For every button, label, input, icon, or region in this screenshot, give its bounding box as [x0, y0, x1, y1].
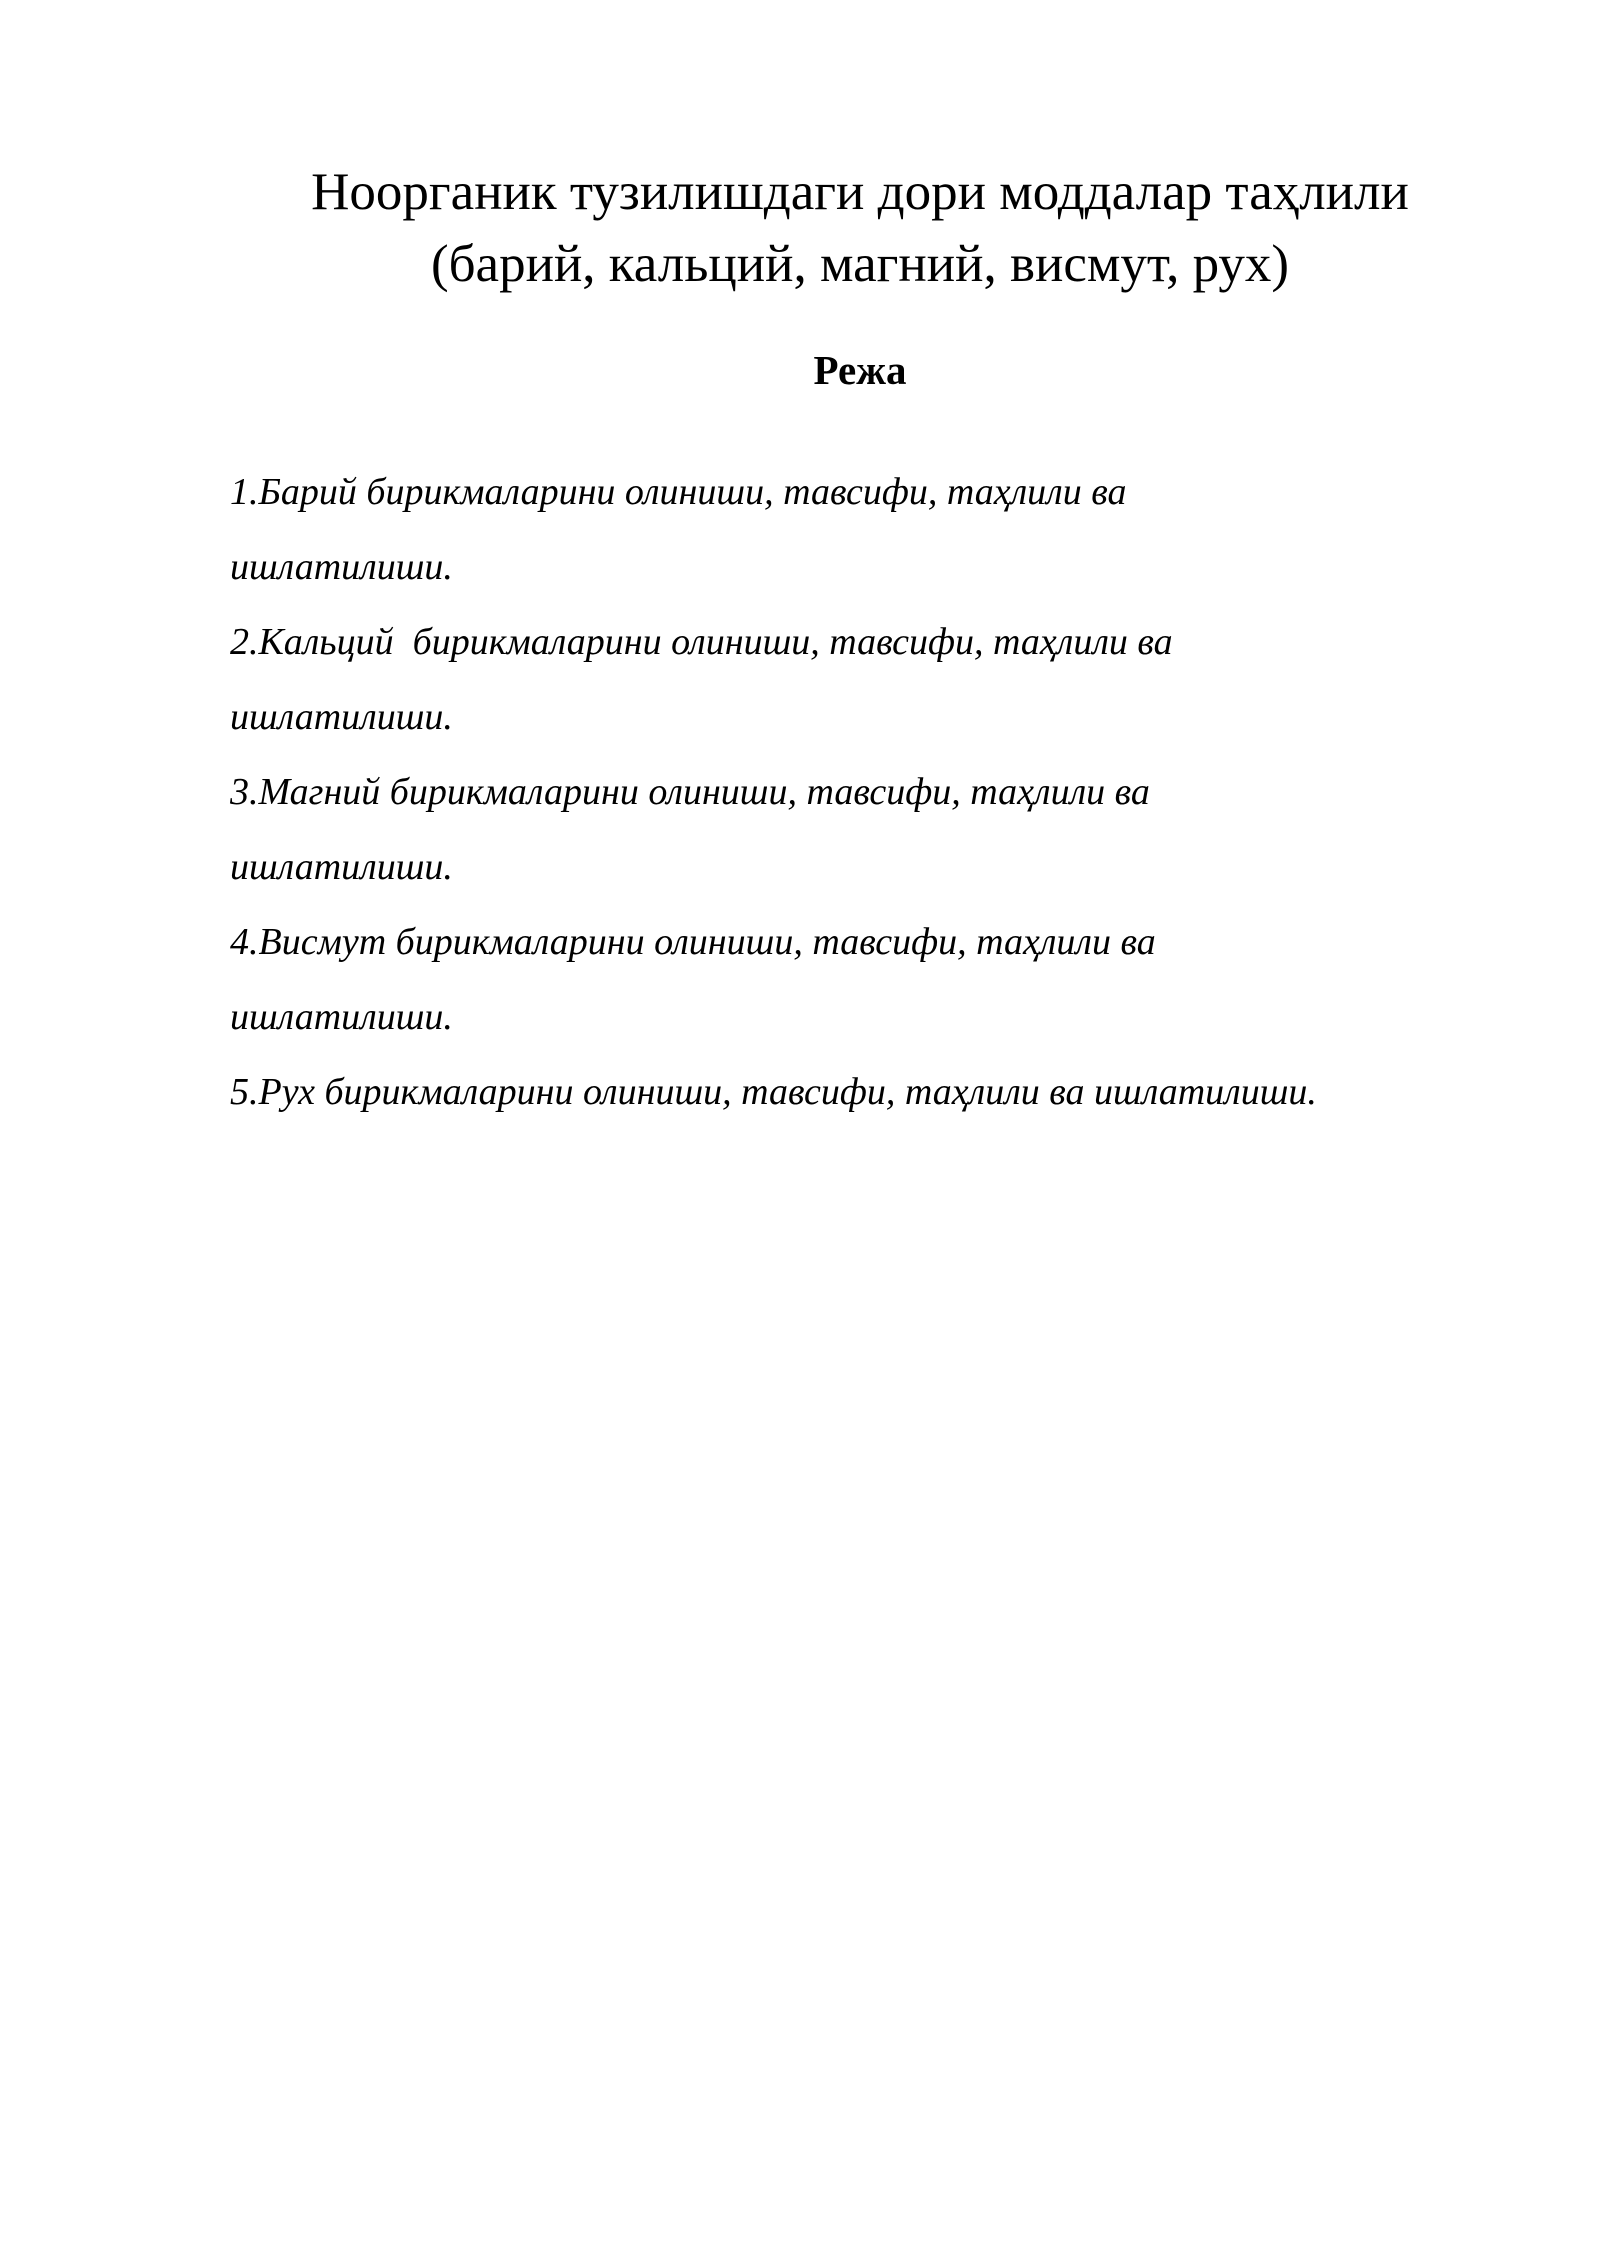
plan-item-line: 3.Магний бирикмаларини олиниши, тавсифи, таҳлили ва [230, 771, 1150, 813]
plan-heading: Режа [813, 347, 907, 393]
plan-item [230, 455, 1520, 605]
plan-item-line: ишлатилиши. [230, 996, 453, 1038]
plan-list [230, 455, 1520, 1130]
plan-item [230, 1055, 1520, 1130]
title-line: Ноорганик тузилишдаги дори моддалар таҳлили [311, 163, 1409, 221]
plan-item-line: ишлатилиши. [230, 846, 453, 888]
document-title [230, 156, 1490, 300]
plan-item [230, 755, 1520, 905]
title-line: (барий, кальций, магний, висмут, рух) [430, 235, 1290, 293]
plan-item-line: 5.Рух бирикмаларини олиниши, тавсифи, таҳлили ва ишлатилиши. [230, 1071, 1317, 1113]
plan-item [230, 605, 1520, 755]
plan-item-line: ишлатилиши. [230, 696, 453, 738]
plan-item-line: ишлатилиши. [230, 546, 453, 588]
plan-item [230, 905, 1520, 1055]
plan-item-line: 2.Кальций бирикмаларини олиниши, тавсифи, таҳлили ва [230, 621, 1173, 663]
plan-item-line: 4.Висмут бирикмаларини олиниши, тавсифи, таҳлили ва [230, 921, 1156, 963]
plan-item-line: 1.Барий бирикмаларини олиниши, тавсифи, таҳлили ва [230, 471, 1127, 513]
